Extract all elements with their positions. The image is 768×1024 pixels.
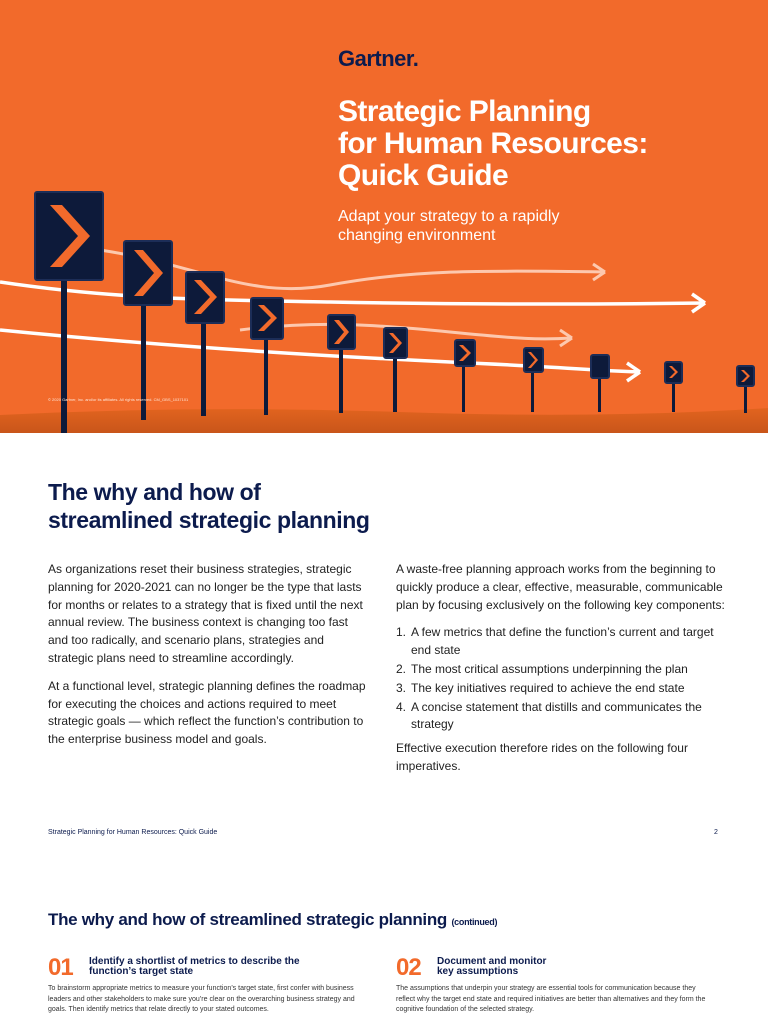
cover-title-line: Strategic Planning xyxy=(338,95,591,128)
right-column xyxy=(396,561,726,786)
list-item xyxy=(396,661,726,679)
copyright-notice: © 2020 Gartner, Inc. and/or its affiliates. All rights reserved. CM_GBS_1037101 xyxy=(48,397,189,402)
step-heading xyxy=(89,957,349,977)
list-text: A concise statement that distills and communicates the strategy xyxy=(411,699,702,732)
paragraph: As organizations reset their business strategies, strategic planning for 2020-2021 can no longer be the type that lasts for months or relates to a strategy that is fixed until the next annual review. The business context is changing too fast and too radically, and scenario plans, strategies and strategic plans need to streamline accordingly. xyxy=(48,562,363,665)
cover-title-line: Quick Guide xyxy=(338,159,509,192)
page2-title-line: streamlined strategic planning xyxy=(48,507,370,533)
step-heading-line: function’s target state xyxy=(89,966,194,977)
step-number: 02 xyxy=(396,954,421,981)
paragraph: At a functional level, strategic planning defines the roadmap for executing the choices and actions required to meet strategic goals — which reflect the function’s contribution to the enterprise business model and goals. xyxy=(48,678,366,747)
list-text: A few metrics that define the function’s current and target end state xyxy=(411,625,714,658)
cover-title-line: for Human Resources: xyxy=(338,127,648,160)
list-text: The most critical assumptions underpinning the plan xyxy=(411,661,688,676)
list-item xyxy=(396,680,726,698)
step-heading-line: Identify a shortlist of metrics to describe the xyxy=(89,956,300,967)
page2-title xyxy=(48,478,468,534)
cover-hero xyxy=(0,0,768,433)
gartner-logo-text: Gartner xyxy=(338,46,413,71)
continued-label: (continued) xyxy=(451,917,498,927)
list-item xyxy=(396,699,726,735)
cover-title xyxy=(338,96,758,192)
step-heading-line: Document and monitor xyxy=(437,956,547,967)
list-item xyxy=(396,624,726,660)
gartner-logo: Gartner. xyxy=(338,46,419,71)
cover-subtitle xyxy=(338,207,638,245)
page2-title-line: The why and how of xyxy=(48,479,261,505)
page-number: 2 xyxy=(714,829,718,836)
left-column xyxy=(48,561,368,759)
cover-subtitle-line: Adapt your strategy to a rapidly xyxy=(338,208,560,225)
list-number: 2. xyxy=(396,661,407,676)
paragraph: A waste-free planning approach works from the beginning to quickly produce a clear, effective, measurable, communicable plan by focusing exclusively on the following key components: xyxy=(396,562,725,612)
step-heading-line: key assumptions xyxy=(437,966,519,977)
page3-title xyxy=(48,910,497,930)
list-text: The key initiatives required to achieve the end state xyxy=(411,680,685,695)
cover-subtitle-line: changing environment xyxy=(338,227,496,244)
step-number: 01 xyxy=(48,954,73,981)
step-body: To brainstorm appropriate metrics to measure your function’s target state, first confer with business leaders and other stakeholders to make sure you’re clear on the overarching business strategy and goals. Then identify metrics that relate directly to your stated outcomes. xyxy=(48,985,355,1013)
key-components-list xyxy=(396,624,726,734)
list-number: 4. xyxy=(396,699,407,714)
paragraph: Effective execution therefore rides on the following four imperatives. xyxy=(396,741,688,773)
step-body: The assumptions that underpin your strategy are essential tools for communication because they reflect why the target end state and required initiatives are better than alternatives and they form the cognitive foundation of the selected strategy. xyxy=(396,985,706,1013)
footer-document-title: Strategic Planning for Human Resources: Quick Guide xyxy=(48,829,218,836)
list-number: 1. xyxy=(396,625,407,640)
step-heading xyxy=(437,957,697,977)
page3-title-text: The why and how of streamlined strategic planning xyxy=(48,910,448,929)
list-number: 3. xyxy=(396,680,407,695)
